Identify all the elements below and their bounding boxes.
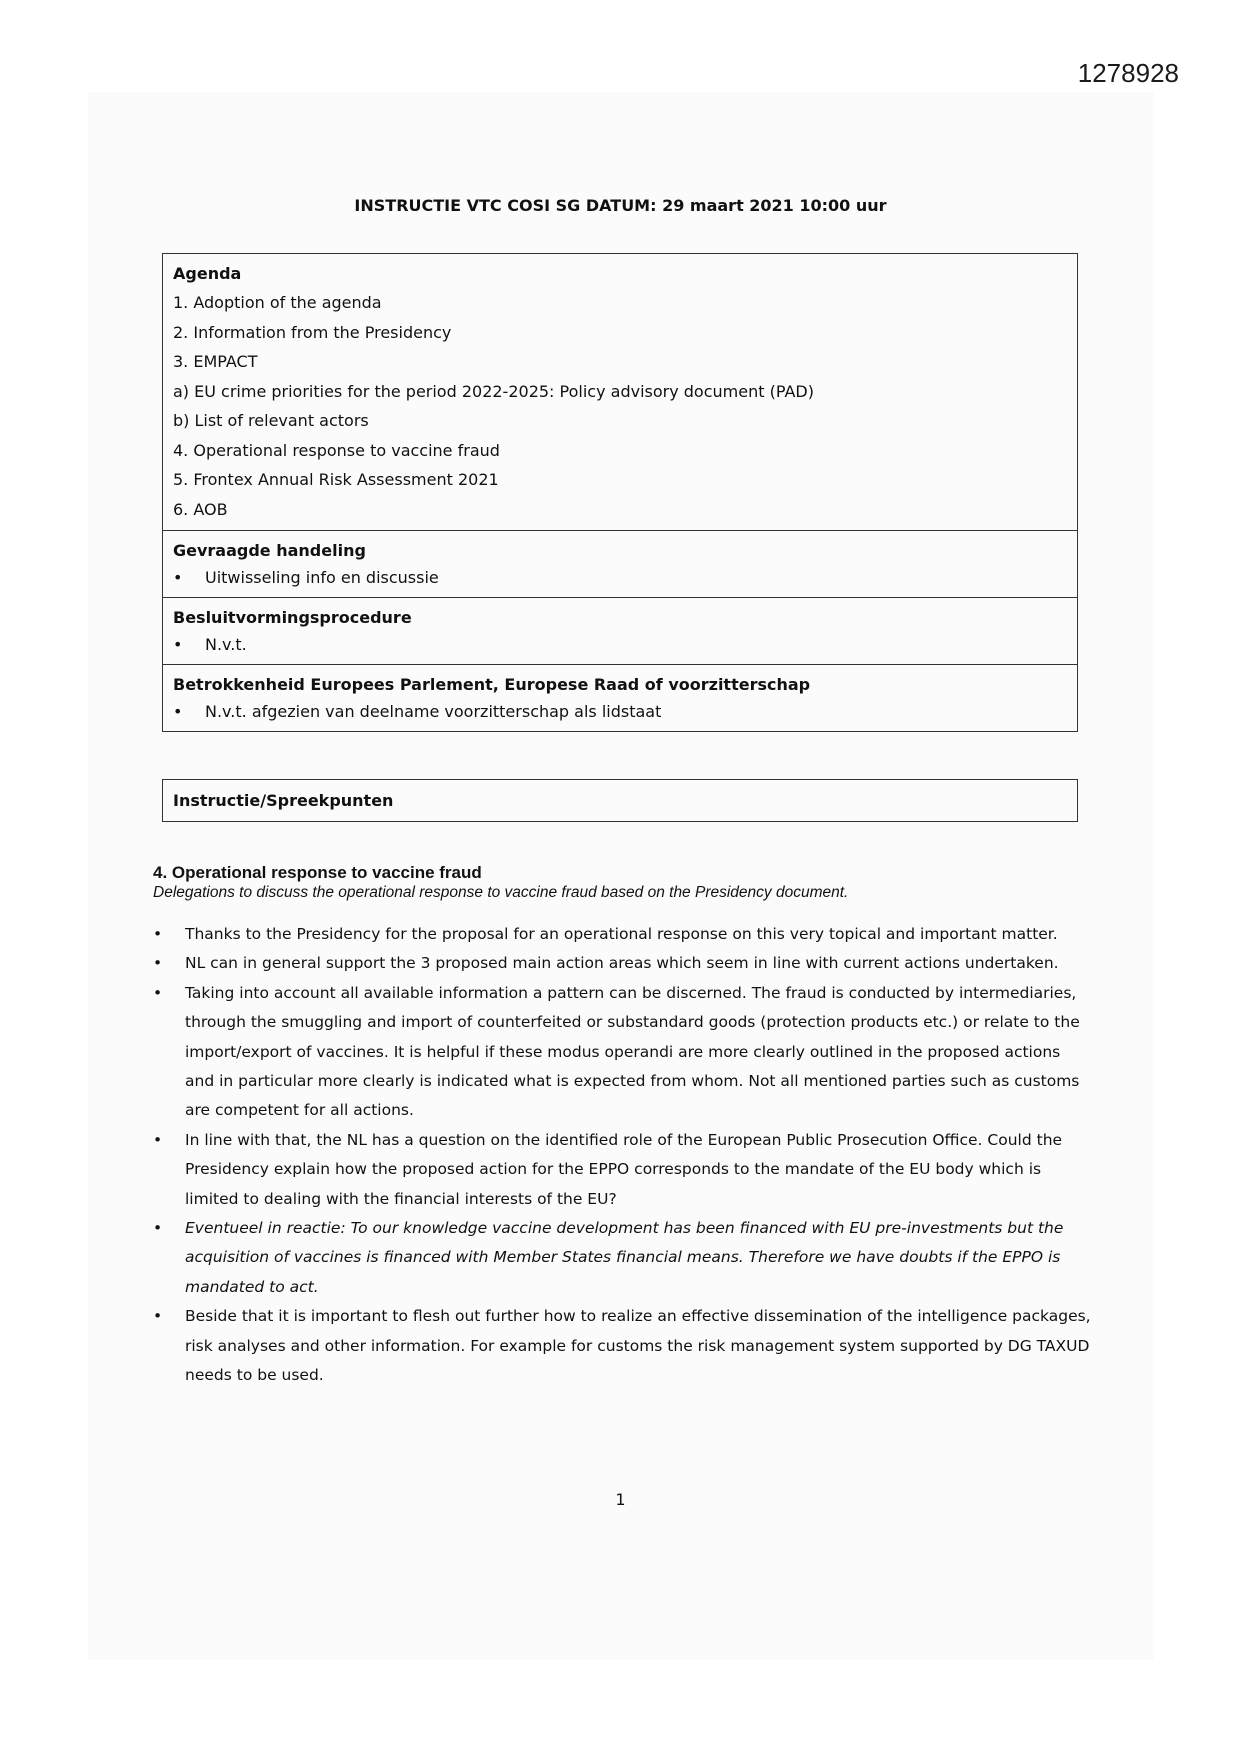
bullet-icon: • bbox=[153, 954, 163, 973]
list-item bbox=[153, 1302, 1093, 1390]
besluitvorming-text: N.v.t. bbox=[205, 635, 247, 654]
agenda-item: 2. Information from the Presidency bbox=[173, 322, 452, 342]
agenda-item: 5. Frontex Annual Risk Assessment 2021 bbox=[173, 470, 499, 489]
betrokkenheid-heading: Betrokkenheid Europees Parlement, Europese Raad of voorzitterschap bbox=[173, 675, 811, 694]
point-text: NL can in general support the 3 proposed main action areas which seem in line with current actions undertaken. bbox=[185, 954, 1059, 973]
page-title: INSTRUCTIE VTC COSI SG DATUM: 29 maart 2021 10:00 uur bbox=[354, 196, 887, 215]
instructie-heading: Instructie/Spreekpunten bbox=[173, 791, 394, 810]
gevraagde-handeling-heading: Gevraagde handeling bbox=[173, 541, 366, 560]
bullet-icon: • bbox=[153, 1219, 163, 1238]
betrokkenheid-section bbox=[163, 664, 1077, 731]
bullet-icon: • bbox=[153, 983, 163, 1002]
agenda-section bbox=[163, 254, 1077, 530]
list-item bbox=[173, 699, 1067, 725]
bullet-icon: • bbox=[153, 1307, 163, 1326]
point-text: Taking into account all available information a pattern can be discerned. The fraud is conducted by intermediaries, through the smuggling and import of counterfeited or substandard goods (protection products etc.) or relate to the import/export of vaccines. It is helpful if these modus operandi are more clearly outlined in the proposed actions and in particular more clearly is indicated what is expected from whom. Not all mentioned parties such as customs are competent for all actions. bbox=[185, 983, 1080, 1120]
item-subheading: Delegations to discuss the operational response to vaccine fraud based on the Presidency document. bbox=[153, 884, 849, 901]
list-item bbox=[173, 565, 1067, 591]
gevraagde-handeling-section bbox=[163, 530, 1077, 597]
bullet-icon: • bbox=[173, 702, 183, 721]
bullet-icon: • bbox=[153, 925, 163, 943]
point-text: Eventueel in reactie: To our knowledge vaccine development has been financed with EU pre-investments but the acquisition of vaccines is financed with Member States financial means. Therefore we have doubts if the EPPO is mandated to act. bbox=[185, 1219, 1064, 1296]
point-text: Beside that it is important to flesh out further how to realize an effective dissemination of the intelligence packages, risk analyses and other information. For example for customs the risk management system supported by DG TAXUD needs to be used. bbox=[185, 1307, 1091, 1385]
agenda-item: a) EU crime priorities for the period 2022-2025: Policy advisory document (PAD) bbox=[173, 381, 814, 401]
list-item bbox=[153, 1126, 1093, 1214]
bullet-icon: • bbox=[173, 635, 183, 654]
point-text: Thanks to the Presidency for the proposal for an operational response on this very topical and important matter. bbox=[185, 925, 1058, 943]
besluitvorming-section bbox=[163, 597, 1077, 664]
agenda-item: b) List of relevant actors bbox=[173, 411, 369, 430]
speaking-points bbox=[153, 920, 1093, 1391]
page-number: 1 bbox=[615, 1490, 626, 1509]
list-item bbox=[153, 949, 1093, 978]
list-item bbox=[153, 920, 1093, 949]
list-item bbox=[173, 632, 1067, 658]
instructie-box bbox=[162, 779, 1078, 822]
agenda-item: 3. EMPACT bbox=[173, 352, 258, 371]
agenda-item: 1. Adoption of the agenda bbox=[173, 293, 382, 312]
agenda-item: 4. Operational response to vaccine fraud bbox=[173, 440, 500, 460]
agenda-item: 6. AOB bbox=[173, 499, 228, 519]
document-id: 1278928 bbox=[1077, 58, 1179, 88]
point-text: In line with that, the NL has a question on the identified role of the European Public Prosecution Office. Could the Presidency explain how the proposed action for the EPPO corresponds to the mandate of the EU body which is limited to dealing with the financial interests of the EU? bbox=[185, 1130, 1063, 1208]
bullet-icon: • bbox=[153, 1130, 163, 1149]
bullet-icon: • bbox=[173, 568, 183, 587]
besluitvorming-heading: Besluitvormingsprocedure bbox=[173, 608, 412, 627]
gevraagde-handeling-text: Uitwisseling info en discussie bbox=[205, 568, 439, 587]
betrokkenheid-text: N.v.t. afgezien van deelname voorzitterschap als lidstaat bbox=[205, 702, 662, 721]
list-item bbox=[153, 1214, 1093, 1302]
agenda-heading: Agenda bbox=[173, 264, 242, 283]
agenda-table bbox=[162, 253, 1078, 732]
item-heading: 4. Operational response to vaccine fraud bbox=[153, 863, 482, 882]
list-item bbox=[153, 979, 1093, 1126]
